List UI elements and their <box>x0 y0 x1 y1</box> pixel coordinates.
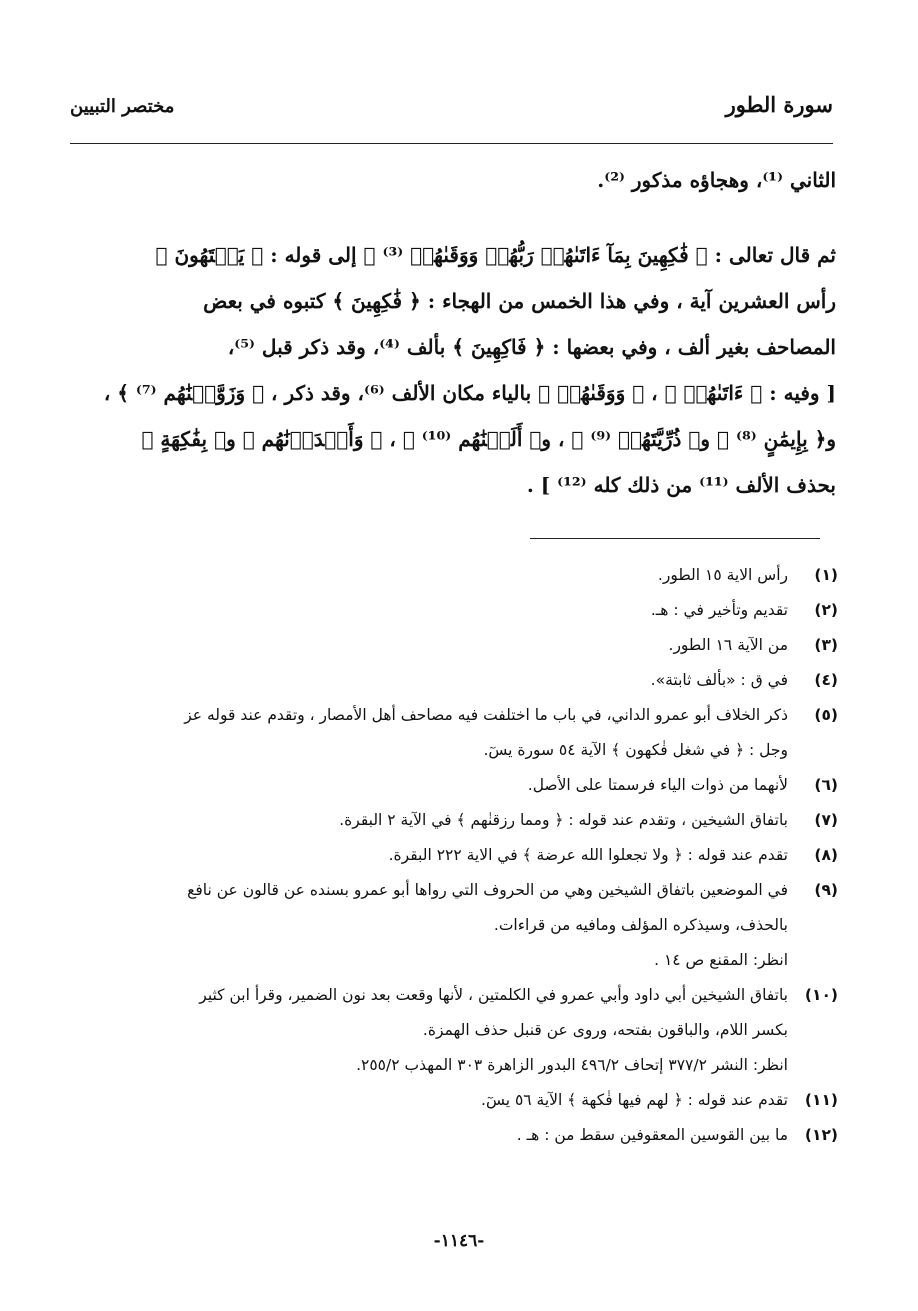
footnote-text <box>78 873 788 978</box>
footnote <box>78 593 838 628</box>
book-title: مختصر التبيين <box>70 96 175 117</box>
footnote <box>78 978 838 1083</box>
footnote-number: (١٠) <box>804 986 838 1004</box>
footnote <box>78 838 838 873</box>
footnote-number: (٧) <box>814 811 838 829</box>
footnote-line: في الموضعين باتفاق الشيخين وهي من الحروف التي رواها أبو عمرو بسنده عن قالون عن نافع <box>187 881 788 899</box>
footnote-line: باتفاق الشيخين أبي داود وأبي عمرو في الكلمتين ، لأنها وقعت بعد نون الضمير، وقرأ ابن كثير <box>199 986 788 1004</box>
footnote-text <box>78 803 788 838</box>
footnote-number: (٦) <box>814 776 838 794</box>
footnote <box>78 873 838 978</box>
footnote-number: (٣) <box>814 636 838 654</box>
footnote-text <box>78 663 788 698</box>
footnote-line: وجل : ﴿ في شغل فٰكهون ﴾ الآية ٥٤ سورة يسٓ. <box>483 741 788 759</box>
footnote <box>78 1083 838 1118</box>
paragraph-line: المصاحف بغير ألف ، وفي بعضها : ﴿ فَاكِهِينَ ﴾ بألف ⁽⁴⁾، وقد ذكر قبل ⁽⁵⁾، <box>227 335 836 359</box>
footnote-number: (٩) <box>814 881 838 899</box>
footnote <box>78 628 838 663</box>
footnote-line: ذكر الخلاف أبو عمرو الداني، في باب ما اختلفت فيه مصاحف أهل الأمصار ، وتقدم عند قوله عز <box>184 706 788 724</box>
footnote-text <box>78 593 788 628</box>
footnote-line: رأس الاية ١٥ الطور. <box>657 566 788 584</box>
footnote-text <box>78 1118 788 1153</box>
footnote-number: (١١) <box>804 1091 838 1109</box>
footnote-number: (١) <box>814 566 838 584</box>
footnote <box>78 663 838 698</box>
paragraph-line: رأس العشرين آية ، وفي هذا الخمس من الهجاء : ﴿ فَٰكِهِينَ ﴾ كتبوه في بعض <box>203 289 836 313</box>
footnote-text <box>78 558 788 593</box>
footnote-text <box>78 1083 788 1118</box>
footnote <box>78 803 838 838</box>
footnote-line: انظر: النشر ٣٧٧/٢ إتحاف ٤٩٦/٢ البدور الزاهرة ٣٠٣ المهذب ٢٥٥/٢. <box>356 1056 788 1074</box>
paragraph-line: [ وفيه : ﴿ ءَاتَىٰهُمۡ ﴾ ، ﴿ وَوَقَىٰهُمۡ ﴾ بالياء مكان الألف ⁽⁶⁾، وقد ذكر ، ﴿ وَزَوَّجۡنَٰهُم ⁽⁷⁾ ﴾ ، <box>103 381 836 405</box>
footnote-number: (٥) <box>814 706 838 724</box>
footnote-number: (٢) <box>814 601 838 619</box>
footnote-separator <box>530 538 820 539</box>
footnote <box>78 558 838 593</box>
footnote-text <box>78 978 788 1083</box>
footnote <box>78 698 838 768</box>
footnote-line: ما بين القوسين المعقوفين سقط من : هـ . <box>516 1126 788 1144</box>
footnote-line: تقدم عند قوله : ﴿ لهم فيها فٰكهة ﴾ الآية ٥٦ يسٓ. <box>481 1091 788 1109</box>
footnote-text <box>78 838 788 873</box>
footnote-text <box>78 628 788 663</box>
paragraph-line: بحذف الألف ⁽¹¹⁾ من ذلك كله ⁽¹²⁾ ] . <box>526 473 836 497</box>
footnote-number: (١٢) <box>804 1126 838 1144</box>
footnote-text <box>78 698 788 768</box>
page-number: -١١٤٦- <box>433 1231 485 1251</box>
footnote-number: (٤) <box>814 671 838 689</box>
footnote-line: انظر: المقنع ص ١٤ . <box>654 951 788 969</box>
footnote <box>78 1118 838 1153</box>
paragraph-2 <box>70 232 836 508</box>
paragraph-line: ثم قال تعالى : ﴿ فَٰكِهِينَ بِمَآ ءَاتَىٰهُمۡ رَبُّهُمۡ وَوَقَىٰهُمۡ ⁽³⁾ ﴾ إلى قوله : ﴿ يَشۡتَهُونَ ﴾ <box>155 243 836 267</box>
footnote-line: بكسر اللام، والباقون بفتحه، وروى عن قنبل حذف الهمزة. <box>422 1021 788 1039</box>
paragraph-1: الثاني ⁽¹⁾، وهجاؤه مذكور ⁽²⁾. <box>597 168 836 192</box>
footnote-line: لأنهما من ذوات الياء فرسمتا على الأصل. <box>527 776 788 794</box>
footnote <box>78 768 838 803</box>
page-header <box>70 92 833 134</box>
footnote-line: تقدم عند قوله : ﴿ ولا تجعلوا الله عرضة ﴾ في الاية ٢٢٢ البقرة. <box>388 846 788 864</box>
surah-title: سورة الطور <box>725 92 833 117</box>
footnote-line: باتفاق الشيخين ، وتقدم عند قوله : ﴿ ومما رزقنٰهم ﴾ في الآية ٢ البقرة. <box>339 811 788 829</box>
footnote-line: بالحذف، وسيذكره المؤلف ومافيه من قراءات. <box>493 916 788 934</box>
footnote-line: من الآية ١٦ الطور. <box>668 636 788 654</box>
paragraph-line: و﴿ بِإِيمَٰنٍ ⁽⁸⁾ ﴾ و﴿ ذُرِّيَّتَهُمۡ ⁽⁹⁾ ﴾ ، و﴿ أَلَتۡنَٰهُم ⁽¹⁰⁾ ﴾ ، ﴿ وَأَمۡدَدۡنَٰهُم ﴾ و﴿ بِفَٰكِهَةٍ ﴾ <box>141 427 836 451</box>
footnotes <box>78 558 838 1153</box>
header-rule <box>70 143 833 144</box>
footnote-text <box>78 768 788 803</box>
footnote-line: في ق : «بألف ثابتة». <box>650 671 788 689</box>
footnote-line: تقديم وتأخير في : هـ. <box>650 601 788 619</box>
footnote-number: (٨) <box>814 846 838 864</box>
